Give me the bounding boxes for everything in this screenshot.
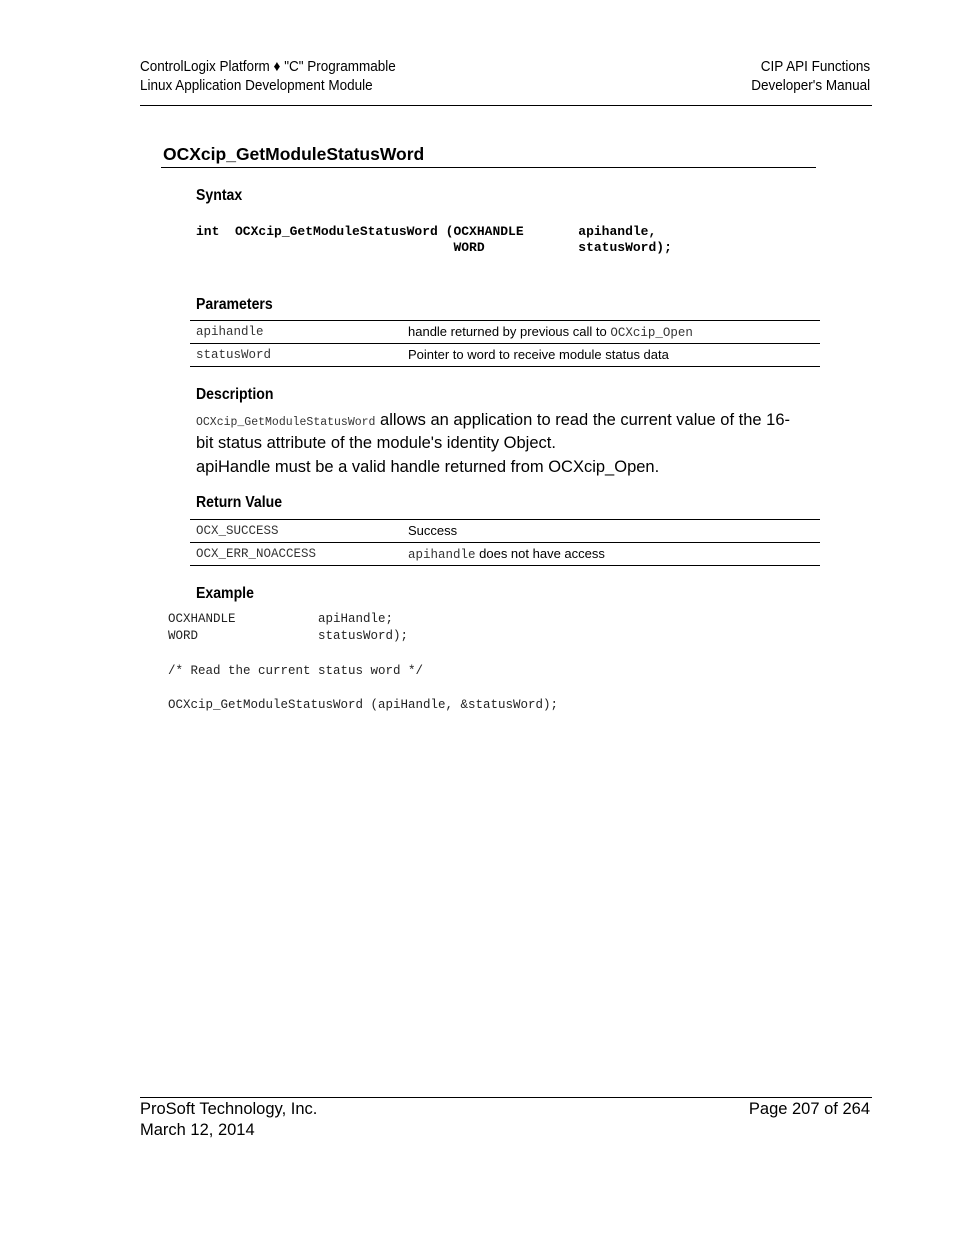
- return-value-heading: Return Value: [196, 494, 283, 511]
- table-row: [190, 520, 820, 543]
- footer-divider: [140, 1097, 872, 1098]
- inline-code: OCXcip_Open: [610, 326, 693, 340]
- parameters-table: [190, 320, 820, 367]
- page-header-left: [140, 57, 396, 95]
- inline-code: apihandle: [408, 548, 476, 562]
- description-body: [196, 410, 806, 481]
- function-title: OCXcip_GetModuleStatusWord: [163, 144, 425, 164]
- syntax-heading: Syntax: [196, 187, 243, 204]
- header-chapter: CIP API Functions: [760, 58, 870, 75]
- parameters-heading: Parameters: [196, 296, 273, 313]
- param-description: handle returned by previous call to OCXcip_Open: [402, 321, 820, 344]
- return-description: Success: [402, 520, 820, 543]
- footer-company: ProSoft Technology, Inc.: [140, 1100, 318, 1118]
- return-code: OCX_ERR_NOACCESS: [190, 543, 402, 566]
- table-row: [190, 344, 820, 367]
- page-header-right: [751, 57, 870, 95]
- param-description: Pointer to word to receive module status data: [402, 344, 820, 367]
- footer-date: March 12, 2014: [140, 1121, 255, 1139]
- table-row: [190, 543, 820, 566]
- return-value-table: [190, 519, 820, 566]
- page-footer-right: [749, 1099, 870, 1120]
- header-divider: [140, 105, 872, 106]
- description-paragraph: apiHandle must be a valid handle returned from OCXcip_Open.: [196, 458, 660, 476]
- return-description: apihandle does not have access: [402, 543, 820, 566]
- header-module-line: Linux Application Development Module: [140, 77, 373, 94]
- description-heading: Description: [196, 386, 274, 403]
- header-manual: Developer's Manual: [751, 77, 870, 94]
- example-code: OCXHANDLE apiHandle; WORD statusWord); /* Read the current status word */ OCXcip_GetModuleStatusWord (apiHandle, &statusWord);: [168, 612, 559, 713]
- page-number: Page 207 of 264: [748, 1100, 870, 1118]
- page-footer-left: [140, 1099, 317, 1141]
- header-product-line: ControlLogix Platform ♦ "C" Programmable: [140, 58, 396, 75]
- example-heading: Example: [196, 585, 254, 602]
- title-divider: [161, 167, 816, 168]
- table-row: [190, 321, 820, 344]
- syntax-code: int OCXcip_GetModuleStatusWord (OCXHANDLE apihandle, WORD statusWord);: [196, 224, 672, 255]
- inline-code: OCXcip_GetModuleStatusWord: [196, 416, 376, 429]
- param-name: statusWord: [190, 344, 402, 367]
- return-code: OCX_SUCCESS: [190, 520, 402, 543]
- param-name: apihandle: [190, 321, 402, 344]
- description-paragraph: OCXcip_GetModuleStatusWord allows an application to read the current value of the 16-bit status attribute of the module's identity Object.: [196, 411, 791, 452]
